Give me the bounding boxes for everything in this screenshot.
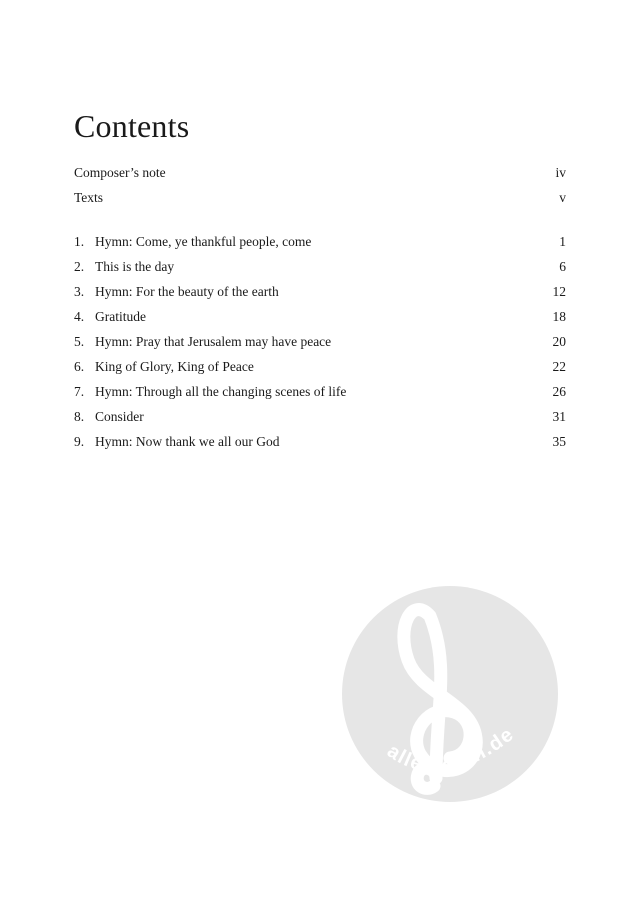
contents-entry [74, 279, 566, 304]
entry-title: Hymn: Now thank we all our God [95, 434, 280, 449]
entry-number: 9. [74, 434, 85, 449]
entry-page-number: v [559, 190, 566, 205]
entry-page-number: 26 [552, 384, 566, 399]
contents-entry [74, 229, 566, 254]
entry-title: Composer’s note [74, 165, 166, 180]
entry-number: 7. [74, 384, 85, 399]
entry-page-number: 20 [552, 334, 566, 349]
entry-title: Gratitude [95, 309, 146, 324]
front-matter-list [74, 160, 566, 210]
contents-entry [74, 304, 566, 329]
entry-number: 8. [74, 409, 85, 424]
entry-number: 2. [74, 259, 85, 274]
entry-number: 4. [74, 309, 85, 324]
entry-title: Hymn: Pray that Jerusalem may have peace [95, 334, 332, 349]
watermark-text: alle-noten.de [383, 722, 519, 777]
contents-entry [74, 254, 566, 279]
entry-title: Consider [95, 409, 144, 424]
entry-number: 3. [74, 284, 85, 299]
contents-entry [74, 404, 566, 429]
entry-title: This is the day [95, 259, 175, 274]
entry-page-number: 18 [552, 309, 566, 324]
entry-title: Hymn: Through all the changing scenes of life [95, 384, 347, 399]
entry-number: 1. [74, 234, 85, 249]
entry-title: Texts [74, 190, 104, 205]
contents-entry [74, 379, 566, 404]
front-matter-item [74, 160, 566, 185]
entry-page-number: 1 [559, 234, 566, 249]
entry-title: King of Glory, King of Peace [95, 359, 254, 374]
entry-number: 6. [74, 359, 85, 374]
entry-page-number: 31 [552, 409, 566, 424]
contents-entry [74, 329, 566, 354]
page-title: Contents [74, 108, 190, 144]
entry-page-number: 6 [559, 259, 566, 274]
contents-list [74, 229, 566, 454]
entry-title: Hymn: For the beauty of the earth [95, 284, 279, 299]
entry-page-number: iv [555, 165, 566, 180]
entry-page-number: 22 [552, 359, 566, 374]
watermark-logo [342, 586, 558, 802]
contents-entry [74, 429, 566, 454]
entry-number: 5. [74, 334, 85, 349]
entry-page-number: 35 [552, 434, 566, 449]
entry-title: Hymn: Come, ye thankful people, come [95, 234, 312, 249]
entry-page-number: 12 [552, 284, 566, 299]
contents-entry [74, 354, 566, 379]
front-matter-item [74, 185, 566, 210]
